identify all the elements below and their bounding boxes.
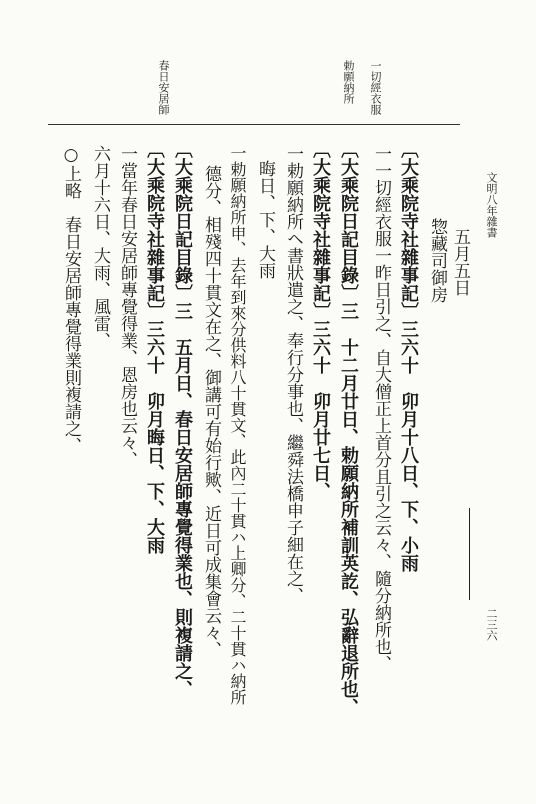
column-date-may-5: 五月五日 bbox=[450, 228, 470, 296]
page-number: 二三六 bbox=[485, 608, 498, 641]
column-date-june-16: 六月十六日、大雨、風雷、 bbox=[90, 145, 110, 349]
column-text-5: 一當年春日安居師專覺得業、恩房也云々、 bbox=[117, 145, 137, 468]
column-source-4: 〔大乘院日記目錄〕三 五月日、春日安居師專覺得業也、則複請之、 bbox=[172, 140, 193, 698]
header-rule bbox=[48, 124, 460, 125]
column-date-last-day: 晦日、下、大雨 bbox=[255, 160, 275, 279]
column-source-1: 〔大乘院寺社雜事記〕三六十 卯月十八日、下、小雨 bbox=[398, 140, 419, 572]
column-source-3: 〔大乘院寺社雜事記〕三六十 卯月廿七日、 bbox=[310, 140, 331, 500]
column-addressee: 惣藏司御房 bbox=[427, 218, 447, 303]
top-note-sutra-robes: 一切經衣服 bbox=[369, 60, 382, 115]
top-note-kasuga-ango-master: 春日安居師 bbox=[157, 60, 170, 115]
column-text-1: 一一切經衣服一昨日引之、自大僧正上首分且引之云々、隨分納所也、 bbox=[371, 145, 391, 672]
column-source-2: 〔大乘院日記目錄〕三 十二月廿日、勅願納所補訓英訖、弘辭退所也、 bbox=[338, 140, 359, 716]
column-text-4: 德分、相殘四十貫文在之、御講可有始行歟、近日可成集會云々、 bbox=[201, 165, 221, 658]
column-text-2: 一勅願納所ヘ書狀遣之、奉行分事也、繼舜法橋申子細在之、 bbox=[283, 145, 303, 604]
running-head: 文明八年雜書 bbox=[485, 172, 498, 238]
column-text-3: 一勅願納所申、去年到來分供料八十貫文、此內二十貫ハ上卿分、二十貫ハ納所 bbox=[228, 145, 247, 705]
top-note-imperial-prayer-office: 勅願納所 bbox=[342, 60, 355, 104]
column-source-5: 〔大乘院寺社雜事記〕三六十 卯月晦日、下、大雨 bbox=[144, 140, 165, 554]
margin-mark bbox=[469, 508, 470, 600]
column-text-6: ○上略 春日安居師專覺得業則複請之、 bbox=[61, 145, 81, 454]
